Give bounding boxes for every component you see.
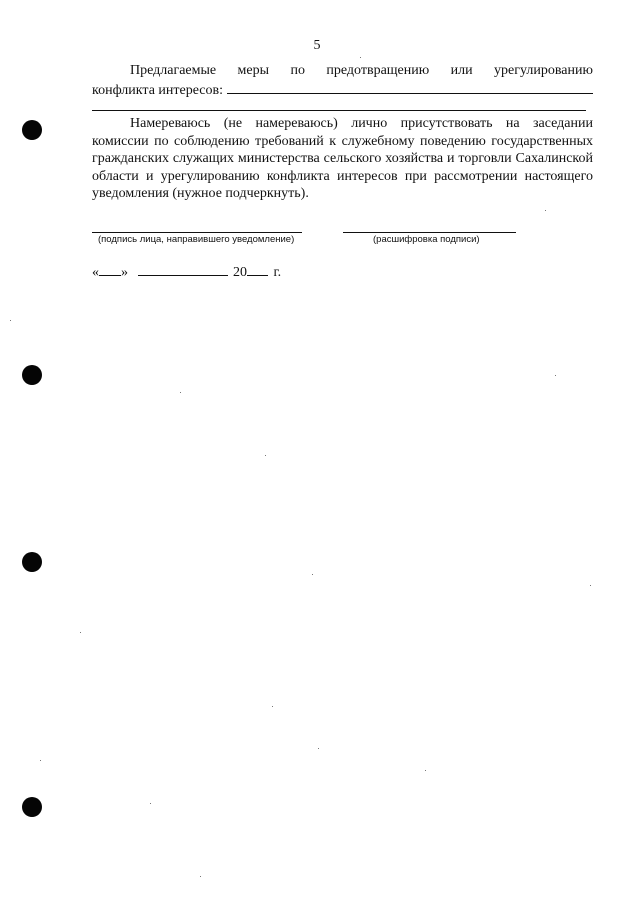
scan-speck xyxy=(200,876,201,877)
punch-hole-3 xyxy=(22,552,42,572)
proposed-measures-blank-line xyxy=(227,80,593,94)
date-year-prefix: 20 xyxy=(233,265,247,280)
scan-speck xyxy=(360,57,361,58)
date-month-blank xyxy=(138,261,228,276)
scan-speck xyxy=(545,210,546,211)
scan-speck xyxy=(10,320,11,321)
scan-speck xyxy=(40,760,41,761)
word-6: урегулированию xyxy=(494,63,593,78)
scan-speck xyxy=(590,585,591,586)
scan-speck xyxy=(555,375,556,376)
scan-speck xyxy=(150,803,151,804)
signature-decoding-line xyxy=(343,232,516,233)
scan-speck xyxy=(312,574,313,575)
proposed-measures-paragraph xyxy=(92,62,593,99)
scan-speck xyxy=(425,770,426,771)
proposed-measures-blank-line-2 xyxy=(92,110,586,111)
scan-speck xyxy=(180,392,181,393)
date-year-suffix: г. xyxy=(273,265,282,280)
word-3: по xyxy=(290,63,305,78)
proposed-measures-line-2 xyxy=(92,80,593,100)
scan-speck xyxy=(318,748,319,749)
conflict-of-interest-label: конфликта интересов: xyxy=(92,82,223,98)
signature-line xyxy=(92,232,302,233)
punch-hole-4 xyxy=(22,797,42,817)
signature-decoding-caption: (расшифровка подписи) xyxy=(373,234,480,245)
punch-hole-1 xyxy=(22,120,42,140)
date-day-blank xyxy=(99,261,121,276)
scan-speck xyxy=(265,455,266,456)
word-4: предотвращению xyxy=(326,63,430,78)
word-1: Предлагаемые xyxy=(130,63,217,78)
date-year-blank xyxy=(247,261,268,276)
word-2: меры xyxy=(237,63,270,78)
attendance-intent-text: Намереваюсь (не намереваюсь) лично присутствовать на заседании комиссии по соблюдению требований к служебному поведению государственных гражданских служащих министерства сельского хозяйства и торговли Сахалинской области и урегулированию конфликта интересов при рассмотрении настоящего уведомления (нужное подчеркнуть). xyxy=(92,116,593,201)
date-open-quote: « xyxy=(92,265,99,280)
attendance-intent-paragraph xyxy=(92,115,593,203)
date-close-quote: » xyxy=(121,265,128,280)
scan-speck xyxy=(272,706,273,707)
scan-speck xyxy=(80,632,81,633)
signature-caption: (подпись лица, направившего уведомление) xyxy=(98,234,295,245)
punch-hole-2 xyxy=(22,365,42,385)
proposed-measures-line-1 xyxy=(92,62,593,80)
page-number: 5 xyxy=(313,38,321,53)
date-row xyxy=(92,261,281,282)
word-5: или xyxy=(450,63,473,78)
